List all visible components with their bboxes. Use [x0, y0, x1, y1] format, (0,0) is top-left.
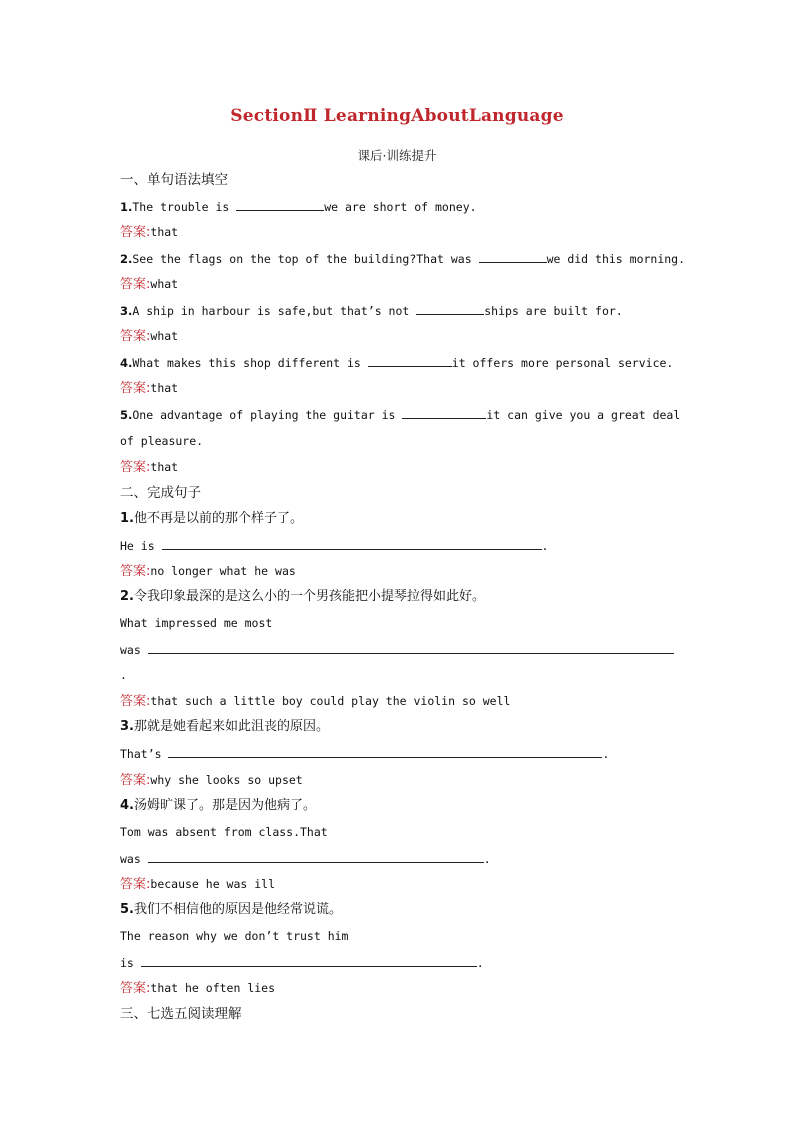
q2-item-3-end: . — [602, 747, 610, 761]
page-title: SectionⅡ LearningAboutLanguage — [230, 106, 564, 126]
q1-item-5-text-after: it can give you a great deal — [486, 408, 681, 422]
q2-item-4-answer — [120, 877, 275, 892]
answer-label: 答案: — [120, 277, 151, 292]
q2-item-3-lead: That’s — [120, 747, 169, 761]
q2-item-5-prompt — [120, 903, 342, 917]
q2-item-5-pre: The reason why we don’t trust him — [120, 929, 349, 943]
q1-item-3-number: 3. — [120, 304, 133, 318]
section-heading-2: 二、完成句子 — [120, 485, 201, 501]
section-heading-1: 一、单句语法填空 — [120, 172, 228, 188]
q2-item-5-end: . — [476, 956, 484, 970]
q2-item-1-answer — [120, 564, 296, 579]
q2-item-3-answer — [120, 773, 303, 788]
answer-label: 答案: — [120, 329, 151, 344]
answer-label: 答案: — [120, 877, 151, 892]
q1-item-1 — [120, 199, 477, 214]
q1-item-3-blank[interactable] — [416, 303, 484, 315]
q2-item-5-number: 5. — [120, 902, 134, 917]
q2-item-4-end: . — [483, 852, 491, 866]
q2-item-5-chinese: 我们不相信他的原因是他经常说谎。 — [133, 902, 342, 917]
q2-item-1-line — [120, 538, 548, 553]
q1-item-2-text-after: we did this morning. — [546, 252, 686, 266]
q1-item-5-text-before: One advantage of playing the guitar is — [132, 408, 403, 422]
q2-item-5-answer — [120, 981, 275, 996]
q2-item-4-line — [120, 851, 491, 866]
answer-value: that such a little boy could play the violin so well — [150, 694, 511, 708]
answer-label: 答案: — [120, 381, 151, 396]
q2-item-3-chinese: 那就是她看起来如此沮丧的原因。 — [133, 719, 329, 734]
q1-item-1-text-before: The trouble is — [132, 200, 237, 214]
q1-item-2 — [120, 251, 685, 266]
q2-item-1-lead: He is — [120, 539, 162, 553]
q2-item-4-number: 4. — [120, 798, 134, 813]
q2-item-4-chinese: 汤姆旷课了。那是因为他病了。 — [133, 798, 316, 813]
q1-item-1-blank[interactable] — [236, 199, 324, 211]
q1-item-5-number: 5. — [120, 408, 133, 422]
q2-item-5-lead: is — [120, 956, 141, 970]
q2-item-1-blank[interactable] — [162, 538, 542, 550]
q2-item-1-chinese: 他不再是以前的那个样子了。 — [133, 511, 303, 526]
q2-item-4-prompt — [120, 799, 316, 813]
q2-item-3-blank[interactable] — [168, 746, 602, 758]
answer-value: that — [150, 460, 179, 474]
q2-item-2-chinese: 令我印象最深的是这么小的一个男孩能把小提琴拉得如此好。 — [133, 589, 485, 604]
q1-item-2-blank[interactable] — [479, 251, 547, 263]
q2-item-2-answer — [120, 694, 510, 709]
q1-item-1-number: 1. — [120, 200, 133, 214]
answer-value: because he was ill — [150, 877, 276, 891]
answer-label: 答案: — [120, 694, 151, 709]
answer-label: 答案: — [120, 564, 151, 579]
q1-item-4-text-before: What makes this shop different is — [132, 356, 368, 370]
answer-label: 答案: — [120, 460, 151, 475]
q1-item-4-number: 4. — [120, 356, 133, 370]
q1-item-2-number: 2. — [120, 252, 133, 266]
q2-item-5-line — [120, 955, 484, 970]
q1-item-3-text-after: ships are built for. — [484, 304, 623, 318]
answer-value: why she looks so upset — [150, 773, 303, 787]
q2-item-3-number: 3. — [120, 719, 134, 734]
q1-item-3 — [120, 303, 623, 318]
q2-item-4-pre: Tom was absent from class.That — [120, 825, 328, 839]
q1-item-3-text-before: A ship in harbour is safe,but that’s not — [132, 304, 417, 318]
answer-value: that he often lies — [150, 981, 276, 995]
q2-item-2-prompt — [120, 590, 485, 604]
answer-value: what — [150, 277, 179, 291]
q1-item-5-answer — [120, 460, 178, 475]
answer-value: what — [150, 329, 179, 343]
q2-item-2-line — [120, 642, 674, 657]
q2-item-2-number: 2. — [120, 589, 134, 604]
answer-label: 答案: — [120, 225, 151, 240]
page-subtitle: 课后·训练提升 — [357, 148, 437, 163]
q1-item-1-answer — [120, 225, 178, 240]
section-heading-3: 三、七选五阅读理解 — [120, 1006, 242, 1022]
q2-item-2-pre: What impressed me most — [120, 616, 273, 630]
q2-item-1-number: 1. — [120, 511, 134, 526]
answer-value: that — [150, 381, 179, 395]
answer-value: that — [150, 225, 179, 239]
q1-item-2-text-before: See the flags on the top of the building?That was — [132, 252, 479, 266]
q1-item-5-blank[interactable] — [402, 407, 486, 419]
q1-item-4-answer — [120, 381, 178, 396]
q1-item-3-answer — [120, 329, 178, 344]
q1-item-5-continuation: of pleasure. — [120, 434, 204, 448]
q2-item-3-line — [120, 746, 609, 761]
q2-item-4-lead: was — [120, 852, 148, 866]
answer-label: 答案: — [120, 981, 151, 996]
q1-item-4-text-after: it offers more personal service. — [451, 356, 674, 370]
answer-label: 答案: — [120, 773, 151, 788]
q2-item-4-blank[interactable] — [148, 851, 484, 863]
q2-item-2-blank[interactable] — [148, 642, 674, 654]
q2-item-2-end: . — [120, 668, 127, 682]
q1-item-5 — [120, 407, 680, 422]
q2-item-5-blank[interactable] — [141, 955, 477, 967]
q1-item-4 — [120, 355, 673, 370]
q2-item-1-end: . — [541, 539, 549, 553]
q1-item-4-blank[interactable] — [368, 355, 452, 367]
answer-value: no longer what he was — [150, 564, 296, 578]
q1-item-2-answer — [120, 277, 178, 292]
q1-item-1-text-after: we are short of money. — [324, 200, 477, 214]
q2-item-3-prompt — [120, 720, 329, 734]
q2-item-1-prompt — [120, 512, 303, 526]
q2-item-2-lead: was — [120, 643, 148, 657]
